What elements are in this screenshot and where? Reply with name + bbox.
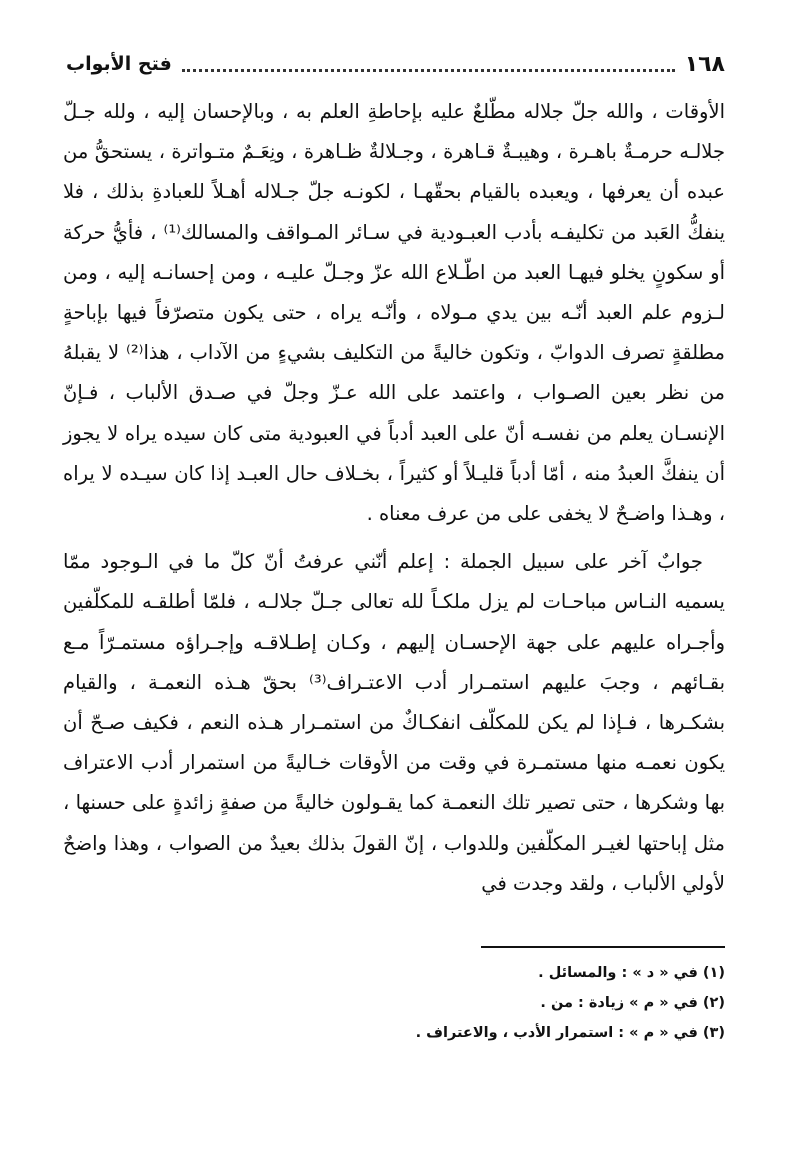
footnote-item: (٢) في « م » زيادة : من . [540, 995, 725, 1011]
page-number: ١٦٨ [684, 51, 725, 77]
footnote-item: (٣) في « م » : استمرار الأدب ، والاعتراف . [415, 1025, 725, 1041]
page-header [66, 44, 725, 84]
footnote-item: (١) في « د » : والمسائل . [538, 965, 725, 981]
footnotes [63, 958, 725, 1048]
footnote-separator [481, 946, 725, 948]
paragraph: جوابٌ آخر على سبيل الجملة : إعلم أنّني عرفتُ أنّ كلّ ما في الـوجود ممّا يسميه النـاس مباحـات لم يزل ملكـاً لله تعالى جـلّ جلالـه ، فلمّا أطلقـه للمكلّفين وأجـراه عليهم على جهة الإحسـان إليهم ، وكـان إطـلاقـه وإجـراؤه مستمـرّاً مـع بقـائهم ، وجبَ عليهم استمـرار أدب الاعتـراف⁽³⁾ بحقّ هـذه النعمـة ، والقيام بشكـرها ، فـإذا لم يكن للمكلّف انفكـاكٌ من استمـرار هـذه النعم ، فكيف صـحّ أن يكون نعمـه منها مستمـرة في وقت من الأوقات خـاليةً من استمرار أدب الاعتراف بها وشكرها ، حتى تصير تلك النعمـة كما يقـولون خاليةً من صفةٍ زائدةٍ على حسنها ، مثل إباحتها لغيـر المكلّفين وللدواب ، إنّ القولَ بذلك بعيدٌ من الصواب ، وهذا واضحٌ لأولي الألباب ، ولقد وجدت في [63, 550, 726, 895]
header-dotted-leader [182, 69, 675, 72]
paragraph: الأوقات ، والله جلّ جلاله مطّلعٌ عليه بإحاطةِ العلم به ، وبالإحسان إليه ، ولله جـلّ جلالـه حرمـةٌ باهـرة ، وهيبـةٌ قـاهرة ، وجـلالةٌ ظـاهرة ، ونِعَـمٌ متـواترة ، يستحقُّ من عبده أن يعرفها ، ويعبده بالقيام بحقّهـا ، لكونـه جلّ جـلاله أهـلاً للعبادةِ بذلك ، فلا ينفكُّ العَبد من تكليفـه بأدب العبـودية في سـائر المـواقف والمسالك⁽¹⁾ ، فأيُّ حركة أو سكونٍ يخلو فيهـا العبد من اطّـلاع الله عزّ وجـلّ عليـه ، ومن إحسانـه إليه ، ومن لـزوم علم العبد أنّـه بين يدي مـولاه ، وأنّـه يراه ، حتى يكون متصرّفاً فيها بإباحةٍ مطلقةٍ تصرف الدوابّ ، وتكون خاليةً من التكليف بشيءٍ من الآداب ، هذا⁽²⁾ لا يقبلهُ من نظر بعين الصـواب ، واعتمد على الله عـزّ وجلّ في صـدق الألباب ، فـإنّ الإنسـان يعلم من نفسـه أنّ على العبد أدباً في العبودية متى كان سيده يراه لا يجوز أن ينفكَّ العبدُ منه ، أمّا أدباً قليـلاً أو كثيراً ، بخـلاف حال العبـد إذا كان سيـده لا يراه ، وهـذا واضـحٌ لا يخفى على من عرف معناه . [63, 100, 725, 526]
main-text [63, 92, 725, 904]
running-title: فتح الأبواب [66, 53, 172, 75]
